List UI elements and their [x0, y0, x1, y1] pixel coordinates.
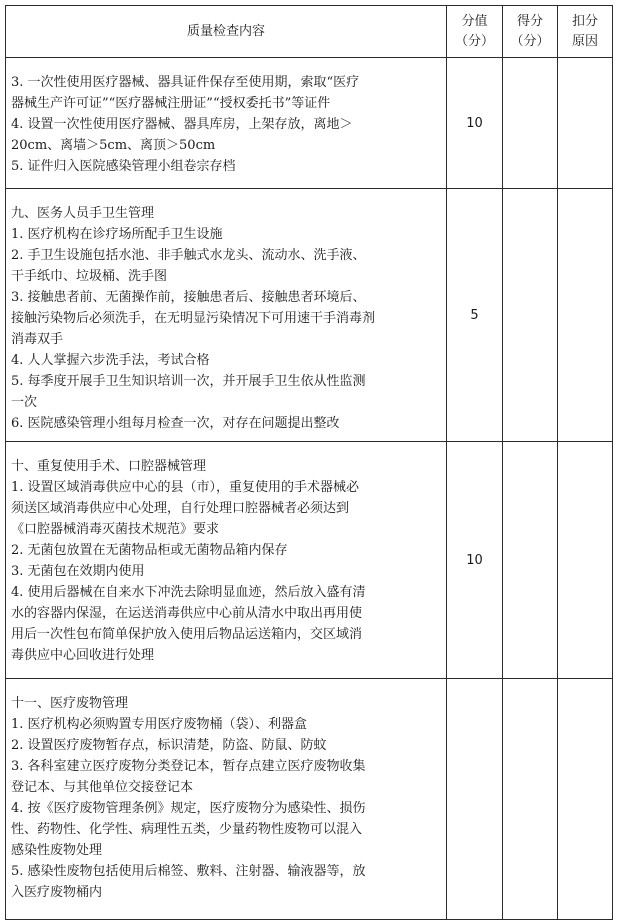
- content-line: 水的容器内保湿，在运送消毒供应中心前从清水中取出再用使: [11, 606, 363, 621]
- row-lines: [6, 58, 446, 177]
- table-row: [6, 189, 613, 442]
- row-got[interactable]: [503, 58, 558, 189]
- row-lines: [6, 442, 446, 666]
- row-lines: [6, 679, 446, 903]
- header-deduct-line2: 原因: [571, 33, 598, 49]
- content-line: 十、重复使用手术、口腔器械管理: [11, 459, 207, 474]
- header-got-line1: 得分: [516, 13, 543, 29]
- content-line: 1. 设置区域消毒供应中心的县（市），重复使用的手术器械必: [11, 480, 360, 495]
- row-got[interactable]: [503, 442, 558, 679]
- content-line: 用后一次性包布简单保护放入使用后物品运送箱内，交区域消: [11, 627, 363, 642]
- content-line: 5. 感染性废物包括使用后棉签、敷料、注射器、输液器等，放: [11, 864, 366, 879]
- content-line: 须送区域消毒供应中心处理，自行处理口腔器械者必须达到: [11, 501, 350, 516]
- content-line: 2. 无菌包放置在无菌物品柜或无菌物品箱内保存: [11, 543, 288, 558]
- header-deduct-line1: 扣分: [571, 13, 598, 29]
- row-deduct[interactable]: [558, 679, 613, 920]
- content-line: 4. 按《医疗废物管理条例》规定，医疗废物分为感染性、损伤: [11, 801, 366, 816]
- table-row: [6, 679, 613, 920]
- header-score: [447, 6, 503, 58]
- content-line: 2. 手卫生设施包括水池、非手触式水龙头、流动水、洗手液、: [11, 248, 366, 263]
- row-content: [6, 58, 447, 189]
- content-line: 1. 医疗机构在诊疗场所配手卫生设施: [11, 227, 223, 242]
- content-line: 4. 设置一次性使用医疗器械、器具库房，上架存放，离地＞: [11, 117, 353, 132]
- row-score: 10: [447, 442, 503, 679]
- table-header-row: [6, 6, 613, 58]
- row-got[interactable]: [503, 189, 558, 442]
- content-line: 感染性废物处理: [11, 843, 103, 858]
- content-line: 3. 各科室建立医疗废物分类登记本，暂存点建立医疗废物收集: [11, 759, 366, 774]
- row-score: [447, 679, 503, 920]
- content-line: 毒供应中心回收进行处理: [11, 648, 155, 663]
- table-row: [6, 58, 613, 189]
- content-line: 6. 医院感染管理小组每月检查一次，对存在问题提出整改: [11, 416, 340, 431]
- content-line: 器械生产许可证”“医疗器械注册证”“授权委托书”等证件: [11, 96, 331, 111]
- content-line: 5. 证件归入医院感染管理小组卷宗存档: [11, 159, 236, 174]
- header-got: [503, 6, 558, 58]
- content-line: 十一、医疗废物管理: [11, 696, 129, 711]
- table-row: [6, 442, 613, 679]
- header-deduct: [558, 6, 613, 58]
- row-score: 5: [447, 189, 503, 442]
- content-line: 3. 无菌包在效期内使用: [11, 564, 145, 579]
- quality-check-table: [5, 5, 613, 920]
- row-got[interactable]: [503, 679, 558, 920]
- content-line: 4. 使用后器械在自来水下冲洗去除明显血迹，然后放入盛有清: [11, 585, 366, 600]
- row-content: [6, 442, 447, 679]
- content-line: 20cm、离墙＞5cm、离顶＞50cm: [11, 138, 216, 153]
- content-line: 性、药物性、化学性、病理性五类，少量药物性废物可以混入: [11, 822, 363, 837]
- content-line: 接触污染物后必须洗手，在无明显污染情况下可用速干手消毒剂: [11, 311, 376, 326]
- content-line: 2. 设置医疗废物暂存点，标识清楚，防盗、防鼠、防蚊: [11, 738, 327, 753]
- content-line: 一次: [11, 395, 38, 410]
- header-score-line2: （分）: [454, 33, 494, 49]
- row-deduct[interactable]: [558, 189, 613, 442]
- content-line: 3. 接触患者前、无菌操作前，接触患者后、接触患者环境后、: [11, 290, 366, 305]
- content-line: 1. 医疗机构必须购置专用医疗废物桶（袋）、利器盒: [11, 717, 308, 732]
- content-line: 4. 人人掌握六步洗手法，考试合格: [11, 353, 210, 368]
- row-deduct[interactable]: [558, 58, 613, 189]
- row-content: [6, 679, 447, 920]
- content-line: 5. 每季度开展手卫生知识培训一次，并开展手卫生依从性监测: [11, 374, 366, 389]
- content-line: 消毒双手: [11, 332, 64, 347]
- row-content: [6, 189, 447, 442]
- content-line: 干手纸巾、垃圾桶、洗手图: [11, 269, 168, 284]
- content-line: 九、医务人员手卫生管理: [11, 206, 155, 221]
- content-line: 登记本、与其他单位交接登记本: [11, 780, 194, 795]
- row-lines: [6, 189, 446, 434]
- content-line: 入医疗废物桶内: [11, 885, 103, 900]
- content-line: 《口腔器械消毒灭菌技术规范》要求: [11, 522, 220, 537]
- content-line: 3. 一次性使用医疗器械、器具证件保存至使用期，索取“医疗: [11, 75, 360, 90]
- row-score: 10: [447, 58, 503, 189]
- header-got-line2: （分）: [510, 33, 550, 49]
- header-content: 质量检查内容: [6, 6, 447, 58]
- row-deduct[interactable]: [558, 442, 613, 679]
- header-score-line1: 分值: [461, 13, 488, 29]
